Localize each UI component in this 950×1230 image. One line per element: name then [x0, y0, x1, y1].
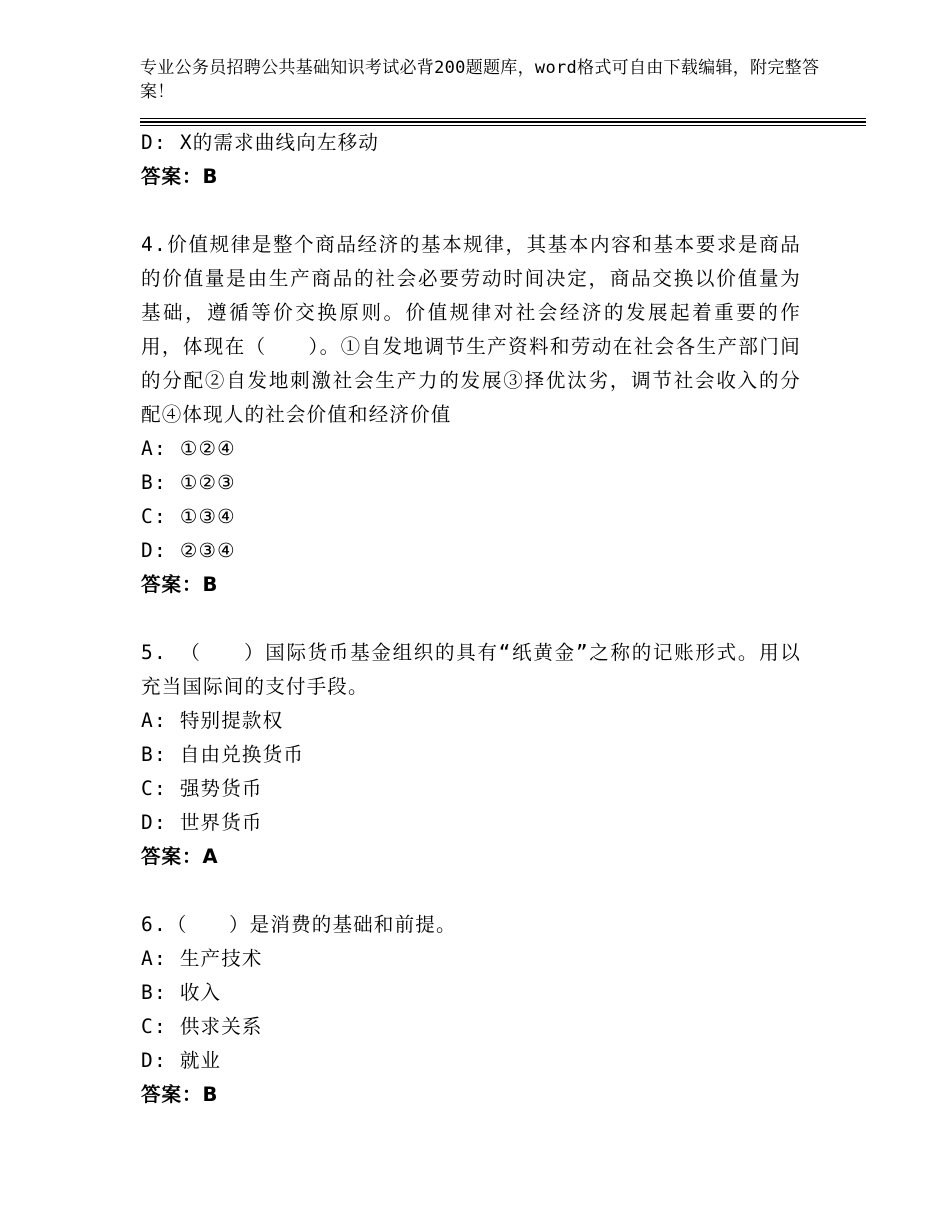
option-a: A: ①②④ [141, 437, 236, 460]
option-b: B: 收入 [141, 981, 222, 1004]
option-c: C: 强势货币 [141, 777, 263, 800]
question-stem: 5. （ ）国际货币基金组织的具有“纸黄金”之称的记账形式。用以充当国际间的支付手段。 [141, 641, 801, 698]
document-header: 专业公务员招聘公共基础知识考试必背200题题库，word格式可自由下载编辑，附完整答案！ [140, 58, 820, 102]
question-4 [141, 228, 821, 602]
spacer [141, 602, 821, 636]
option-d: D: 世界货币 [141, 811, 263, 834]
option-a: A: 特别提款权 [141, 709, 284, 732]
question-5 [141, 636, 821, 874]
option-d: D: X的需求曲线向左移动 [141, 131, 380, 154]
question-stem: 4.价值规律是整个商品经济的基本规律，其基本内容和基本要求是商品的价值量是由生产商品的社会必要劳动时间决定，商品交换以价值量为基础，遵循等价交换原则。价值规律对社会经济的发展起着重要的作用，体现在（ ）。①自发地调节生产资料和劳动在社会各生产部门间的分配②自发地刺激社会生产力的发展③择优汰劣，调节社会收入的分配④体现人的社会价值和经济价值 [141, 233, 801, 426]
previous-question-tail [141, 126, 821, 194]
answer: 答案：B [141, 573, 219, 596]
header-rule-top [140, 118, 866, 119]
option-d: D: 就业 [141, 1049, 222, 1072]
question-6 [141, 908, 821, 1112]
option-a: A: 生产技术 [141, 947, 263, 970]
answer: 答案：B [141, 1083, 219, 1106]
spacer [141, 194, 821, 228]
answer: 答案：A [141, 845, 219, 868]
question-content [141, 126, 821, 1112]
option-c: C: ①③④ [141, 505, 236, 528]
option-d: D: ②③④ [141, 539, 236, 562]
header-rule-middle [140, 121, 866, 123]
answer: 答案：B [141, 165, 219, 188]
option-b: B: 自由兑换货币 [141, 743, 305, 766]
option-b: B: ①②③ [141, 471, 236, 494]
question-stem: 6.（ ）是消费的基础和前提。 [141, 913, 457, 936]
spacer [141, 874, 821, 908]
option-c: C: 供求关系 [141, 1015, 263, 1038]
